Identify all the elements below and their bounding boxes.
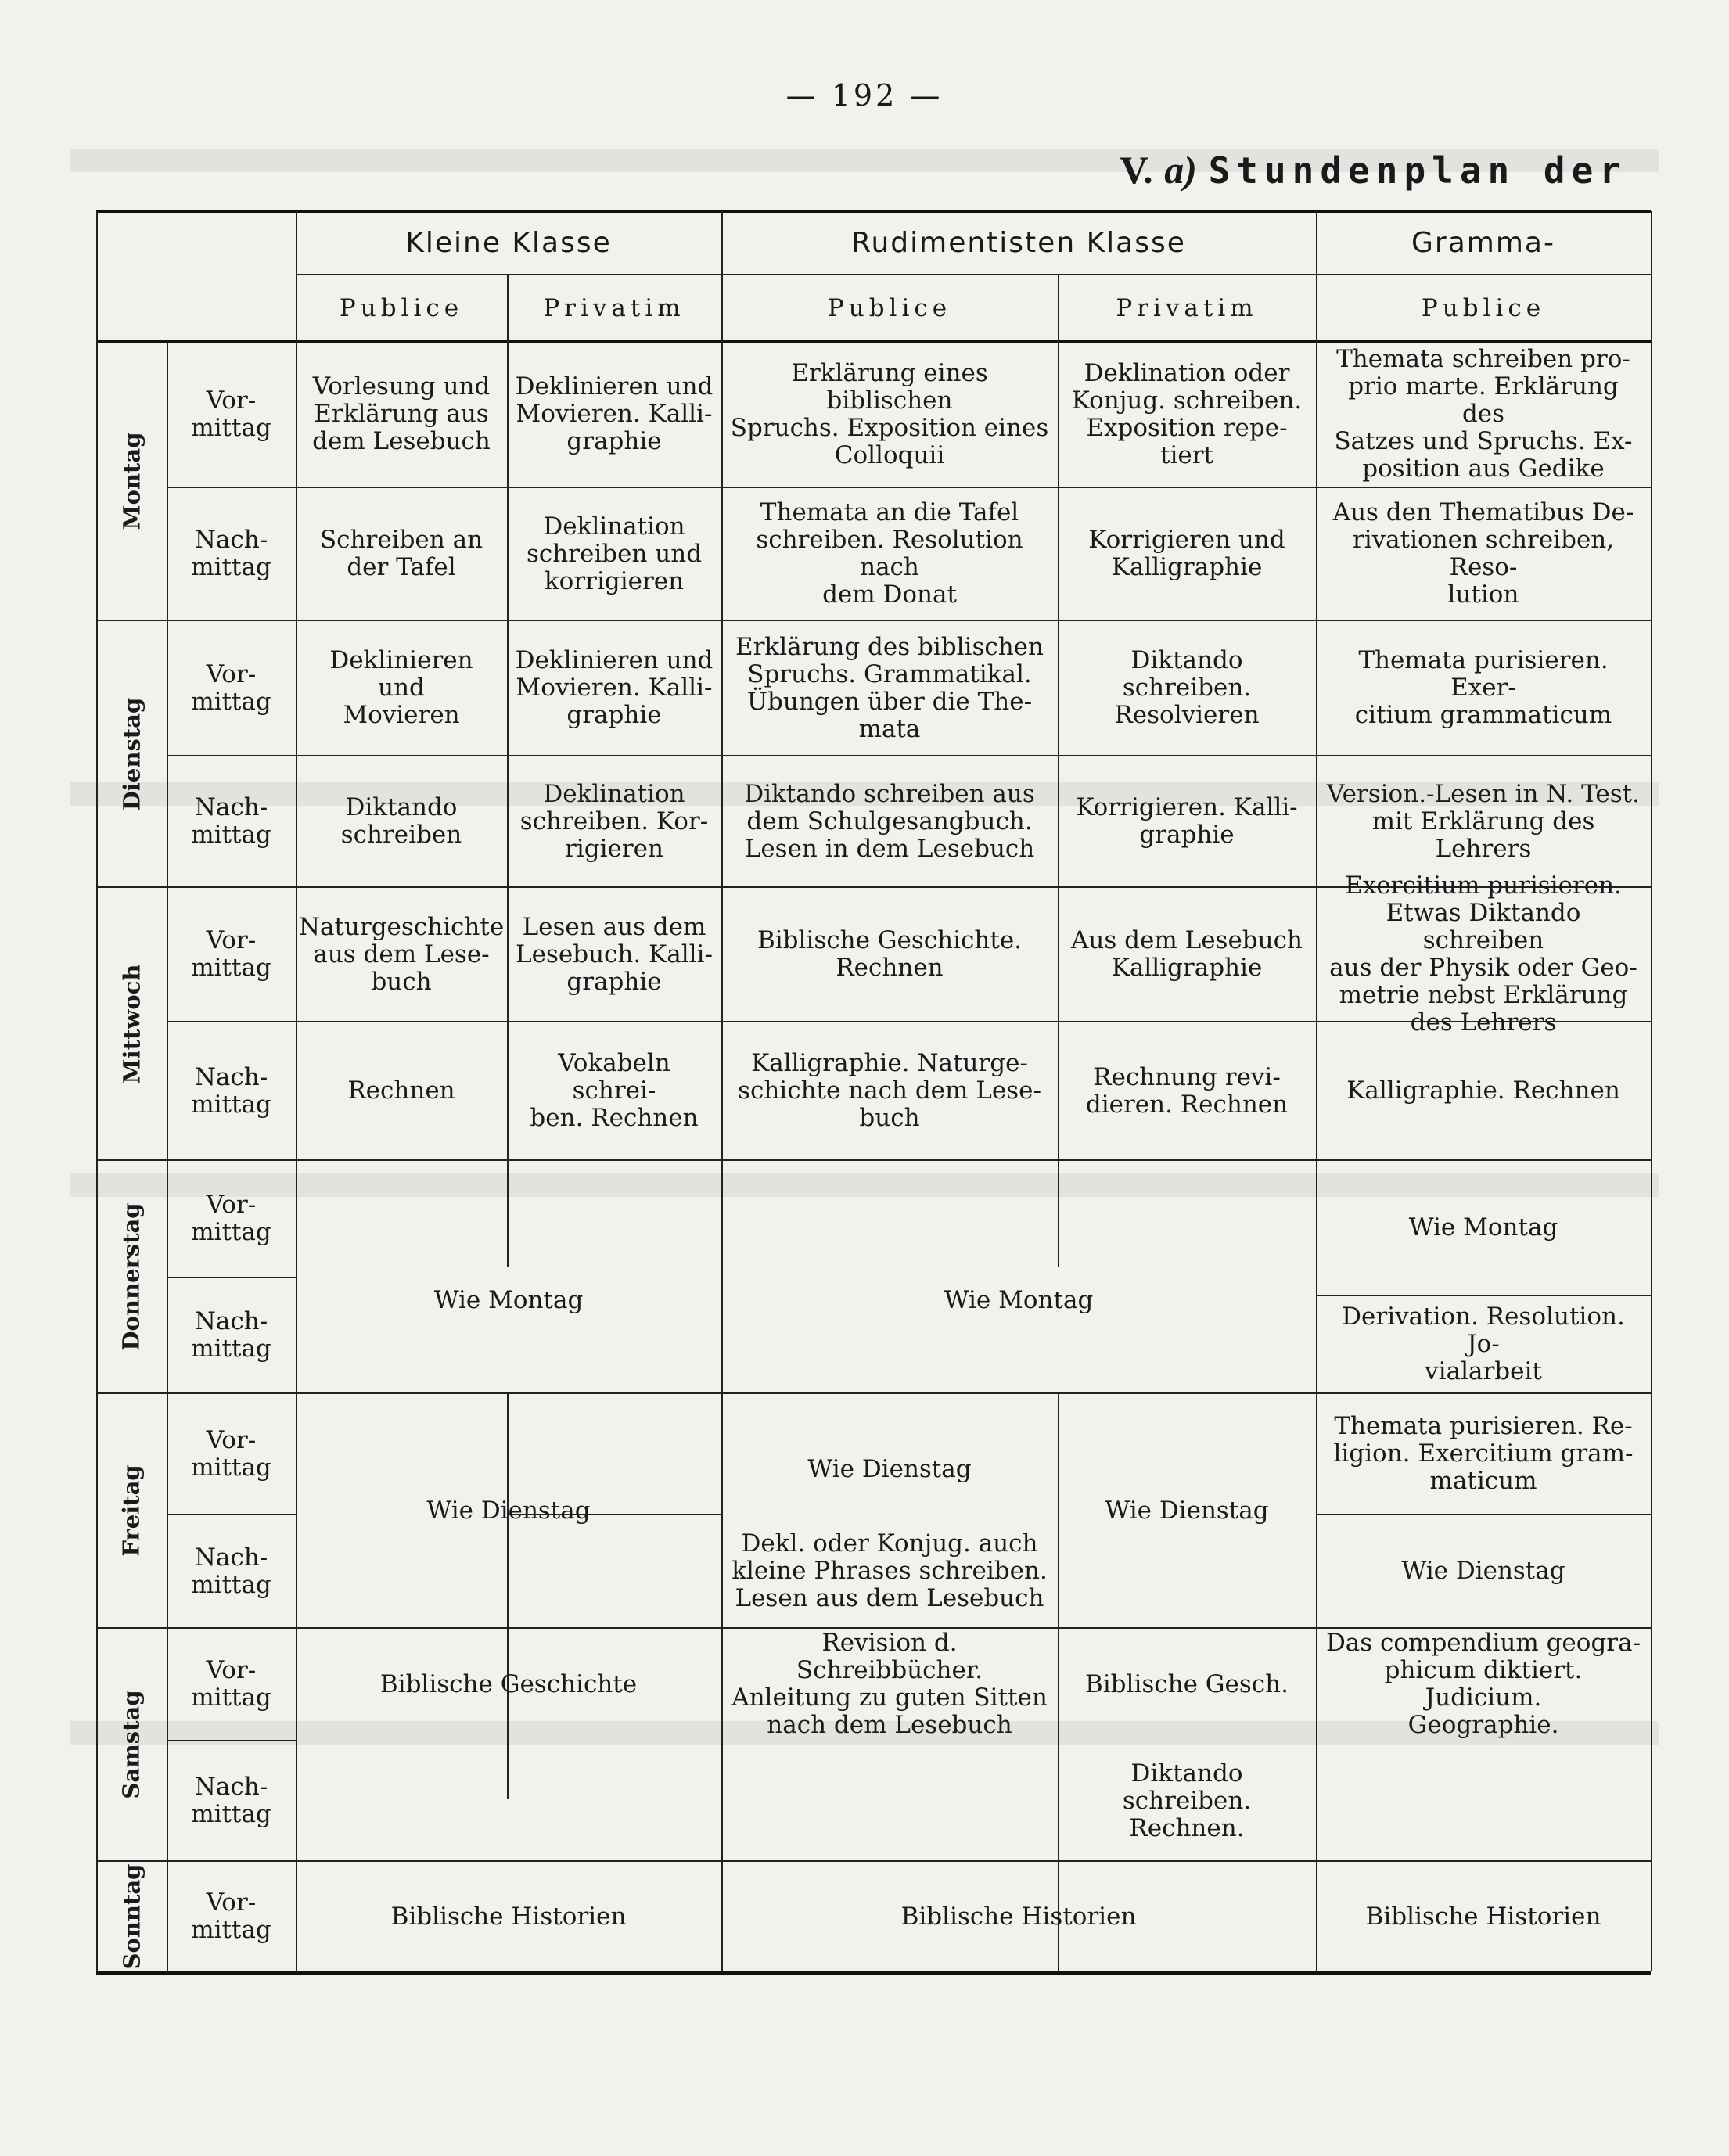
cell: Korrigieren und Kalligraphie [1088, 526, 1285, 581]
cell: Kalligraphie. Rechnen [1346, 1076, 1620, 1105]
cell: Wie Montag [433, 1285, 584, 1314]
cell: Version.-Lesen in N. Test. mit Erklärung des Lehrers [1327, 779, 1640, 863]
cell: Lesen aus dem Lesebuch. Kalli- graphie [516, 912, 713, 996]
cell: Diktando schreiben [340, 793, 462, 849]
cell: Naturgeschichte aus dem Lese- buch [298, 912, 505, 996]
montag-vor-label: Vor- mittag [191, 386, 271, 442]
cell: Aus den Thematibus De- rivationen schreiben, Reso- lution [1332, 498, 1634, 609]
cell: Deklination schreiben. Kor- rigieren [519, 779, 709, 863]
cell: Themata purisieren. Exer- citium grammaticum [1354, 646, 1612, 729]
cell: Biblische Gesch. [1084, 1669, 1289, 1698]
subhead-gramma-publice: Publice [1421, 293, 1546, 322]
day-sonntag [96, 1862, 167, 1971]
day-mittwoch [96, 888, 167, 1159]
group-gramma: Gramma- [1411, 226, 1555, 259]
cell: Vokabeln schrei- ben. Rechnen [530, 1049, 699, 1132]
cell: Themata purisieren. Re- ligion. Exercitium gram- maticum [1333, 1412, 1634, 1495]
dienstag-vor-label: Vor- mittag [191, 659, 271, 716]
cell: Deklinieren und Movieren [329, 646, 473, 729]
cell: Dekl. oder Konjug. auch kleine Phrases schreiben. Lesen aus dem Lesebuch [732, 1529, 1048, 1612]
page-number: — 192 — [785, 78, 944, 113]
cell: Revision d. Schreibbücher. Anleitung zu guten Sitten nach dem Lesebuch [732, 1629, 1048, 1739]
day-label: Mittwoch [118, 964, 145, 1083]
subhead-rudiment-publice: Publice [827, 293, 952, 322]
group-kleine-klasse: Kleine Klasse [405, 226, 612, 259]
cell: Rechnen [347, 1076, 455, 1105]
donnerstag-nach-label: Nach- mittag [191, 1307, 271, 1363]
day-label: Freitag [118, 1464, 146, 1557]
group-rudimentisten-klasse: Rudimentisten Klasse [851, 226, 1186, 259]
cell: Vorlesung und Erklärung aus dem Lesebuch [312, 372, 491, 455]
freitag-nach-label: Nach- mittag [191, 1543, 271, 1599]
cell: Korrigieren. Kalli- graphie [1076, 793, 1298, 849]
cell: Erklärung des biblischen Spruchs. Grammatikal. Übungen über die The- mata [735, 632, 1044, 743]
day-label: Donnerstag [118, 1202, 145, 1351]
cell: Wie Dienstag [1401, 1557, 1565, 1585]
day-samstag [96, 1629, 167, 1860]
samstag-nach-label: Nach- mittag [191, 1773, 271, 1828]
mittwoch-vor-label: Vor- mittag [191, 926, 271, 982]
cell: Biblische Historien [1365, 1902, 1601, 1931]
cell: Deklinieren und Movieren. Kalli- graphie [515, 372, 714, 455]
cell: Themata schreiben pro- prio marte. Erklärung des Satzes und Spruchs. Ex- position aus Gedike [1334, 345, 1633, 483]
cell: Derivation. Resolution. Jo- vialarbeit [1342, 1303, 1625, 1385]
cell: Schreiben an der Tafel [319, 526, 483, 581]
freitag-vor-label: Vor- mittag [191, 1425, 271, 1482]
donnerstag-vor-label: Vor- mittag [191, 1191, 271, 1246]
montag-nach-label: Nach- mittag [191, 526, 271, 581]
day-donnerstag [96, 1161, 167, 1392]
samstag-vor-label: Vor- mittag [191, 1656, 271, 1712]
cell: Deklinieren und Movieren. Kalli- graphie [515, 646, 714, 729]
day-freitag [96, 1394, 167, 1627]
cell: Wie Montag [1408, 1213, 1558, 1241]
page-title [1120, 147, 1628, 192]
day-label: Montag [118, 432, 145, 530]
cell: Deklination schreiben und korrigieren [526, 512, 703, 595]
cell: Themata an die Tafel schreiben. Resolution nach dem Donat [756, 498, 1023, 609]
subhead-rudiment-privatim: Privatim [1116, 293, 1258, 322]
cell: Aus dem Lesebuch Kalligraphie [1071, 926, 1303, 982]
cell: Wie Dienstag [807, 1455, 972, 1483]
cell: Das compendium geogra- phicum diktiert. Judicium. Geographie. [1325, 1629, 1641, 1739]
day-label: Samstag [118, 1690, 145, 1799]
cell: Erklärung eines biblischen Spruchs. Exposition eines Colloquii [730, 358, 1049, 469]
cell: Diktando schreiben. Rechnen. [1122, 1759, 1252, 1842]
cell: Deklination oder Konjug. schreiben. Exposition repe- tiert [1071, 358, 1303, 469]
cell: Kalligraphie. Naturge- schichte nach dem Lese- buch [738, 1049, 1041, 1132]
subhead-kleine-privatim: Privatim [543, 293, 685, 322]
cell: Exercitium purisieren. Etwas Diktando schreiben aus der Physik oder Geo- metrie nebst Erklärung des Lehrers [1329, 871, 1637, 1037]
cell: Rechnung revi- dieren. Rechnen [1085, 1062, 1289, 1119]
cell: Wie Dienstag [1105, 1496, 1269, 1525]
mittwoch-nach-label: Nach- mittag [191, 1062, 271, 1119]
title-letter: a) [1164, 148, 1197, 192]
day-label: Sonntag [118, 1863, 146, 1970]
title-text: Stundenplan der [1208, 149, 1627, 192]
cell: Diktando schreiben aus dem Schulgesangbuch. Lesen in dem Lesebuch [744, 779, 1035, 863]
sonntag-vor-label: Vor- mittag [191, 1888, 271, 1944]
cell: Biblische Historien [390, 1902, 627, 1931]
cell: Diktando schreiben. Resolvieren [1114, 646, 1260, 729]
day-dienstag [96, 621, 167, 886]
dienstag-nach-label: Nach- mittag [191, 793, 271, 849]
cell: Biblische Historien [900, 1902, 1137, 1931]
title-prefix: V. [1120, 148, 1153, 192]
day-label: Dienstag [118, 697, 145, 810]
cell: Biblische Geschichte. Rechnen [757, 926, 1023, 982]
day-montag [96, 342, 167, 620]
cell: Biblische Geschichte [379, 1669, 638, 1698]
cell: Wie Dienstag [426, 1496, 591, 1525]
subhead-kleine-publice: Publice [339, 293, 464, 322]
cell: Wie Montag [944, 1285, 1094, 1314]
